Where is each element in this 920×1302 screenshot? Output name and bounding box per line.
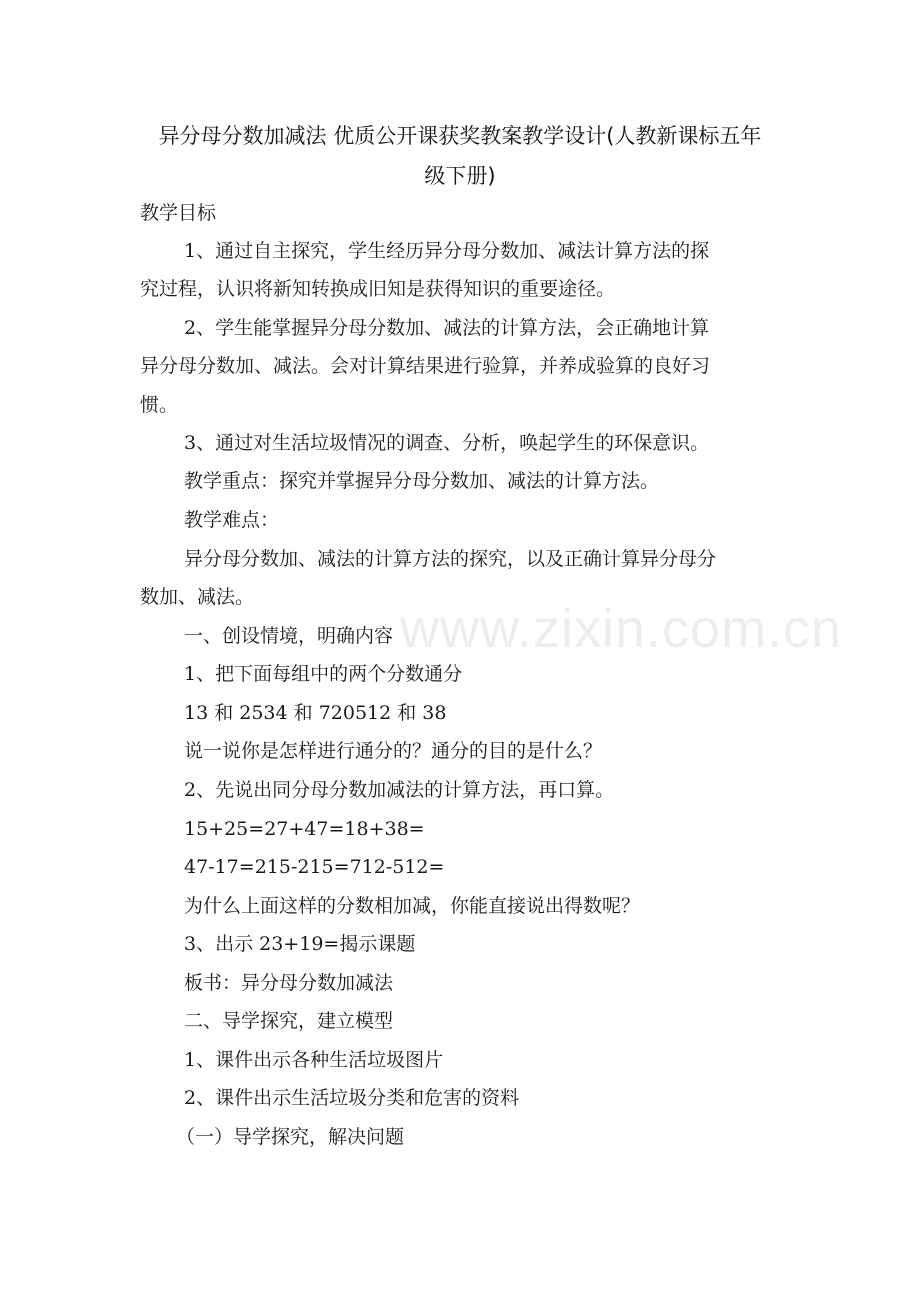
document-title-line-1: 异分母分数加减法 优质公开课获奖教案教学设计(人教新课标五年 [158,124,762,148]
part-1-heading: 一、创设情境，明确内容 [184,625,394,647]
goal-2-line-2: 异分母分数加、减法。会对计算结果进行验算，并养成验算的良好习 [140,355,711,377]
section-heading-goals: 教学目标 [140,202,217,224]
key-point: 教学重点：探究并掌握异分母分数加、减法的计算方法。 [184,470,660,492]
difficulty-label: 教学难点： [184,509,280,531]
goal-1-line-2: 究过程，认识将新知转换成旧知是获得知识的重要途径。 [140,278,616,300]
task-2: 2、先说出同分母分数加减法的计算方法，再口算。 [184,779,615,801]
document-title-line-2: 级下册) [424,164,496,188]
goal-2-line-3: 惯。 [140,394,179,416]
difficulty-line-2: 数加、减法。 [140,586,255,608]
goal-3: 3、通过对生活垃圾情况的调查、分析，唤起学生的环保意识。 [184,432,710,454]
difficulty-line-1: 异分母分数加、减法的计算方法的探究，以及正确计算异分母分 [184,548,717,570]
question-2: 为什么上面这样的分数相加减，你能直接说出得数呢？ [184,895,641,917]
task-3: 3、出示 23+19=揭示课题 [184,933,416,955]
item-1: 1、课件出示各种生活垃圾图片 [184,1049,444,1071]
board-note: 板书：异分母分数加减法 [184,972,394,994]
item-2: 2、课件出示生活垃圾分类和危害的资料 [184,1087,520,1109]
question-1: 说一说你是怎样进行通分的？通分的目的是什么？ [184,740,603,762]
watermark: www.zixin.com.cn [400,599,843,659]
calc-subtraction: 47-17=215-215=712-512= [184,856,445,878]
goal-1-line-1: 1、通过自主探究，学生经历异分母分数加、减法计算方法的探 [184,240,710,262]
part-2-heading: 二、导学探究，建立模型 [184,1010,394,1032]
task-1: 1、把下面每组中的两个分数通分 [184,663,463,685]
subheading: （一）导学探究，解决问题 [176,1126,405,1148]
calc-addition: 15+25=27+47=18+38= [184,818,425,840]
fraction-pairs: 13 和 2534 和 720512 和 38 [184,702,447,724]
goal-2-line-1: 2、学生能掌握异分母分数加、减法的计算方法，会正确地计算 [184,317,710,339]
